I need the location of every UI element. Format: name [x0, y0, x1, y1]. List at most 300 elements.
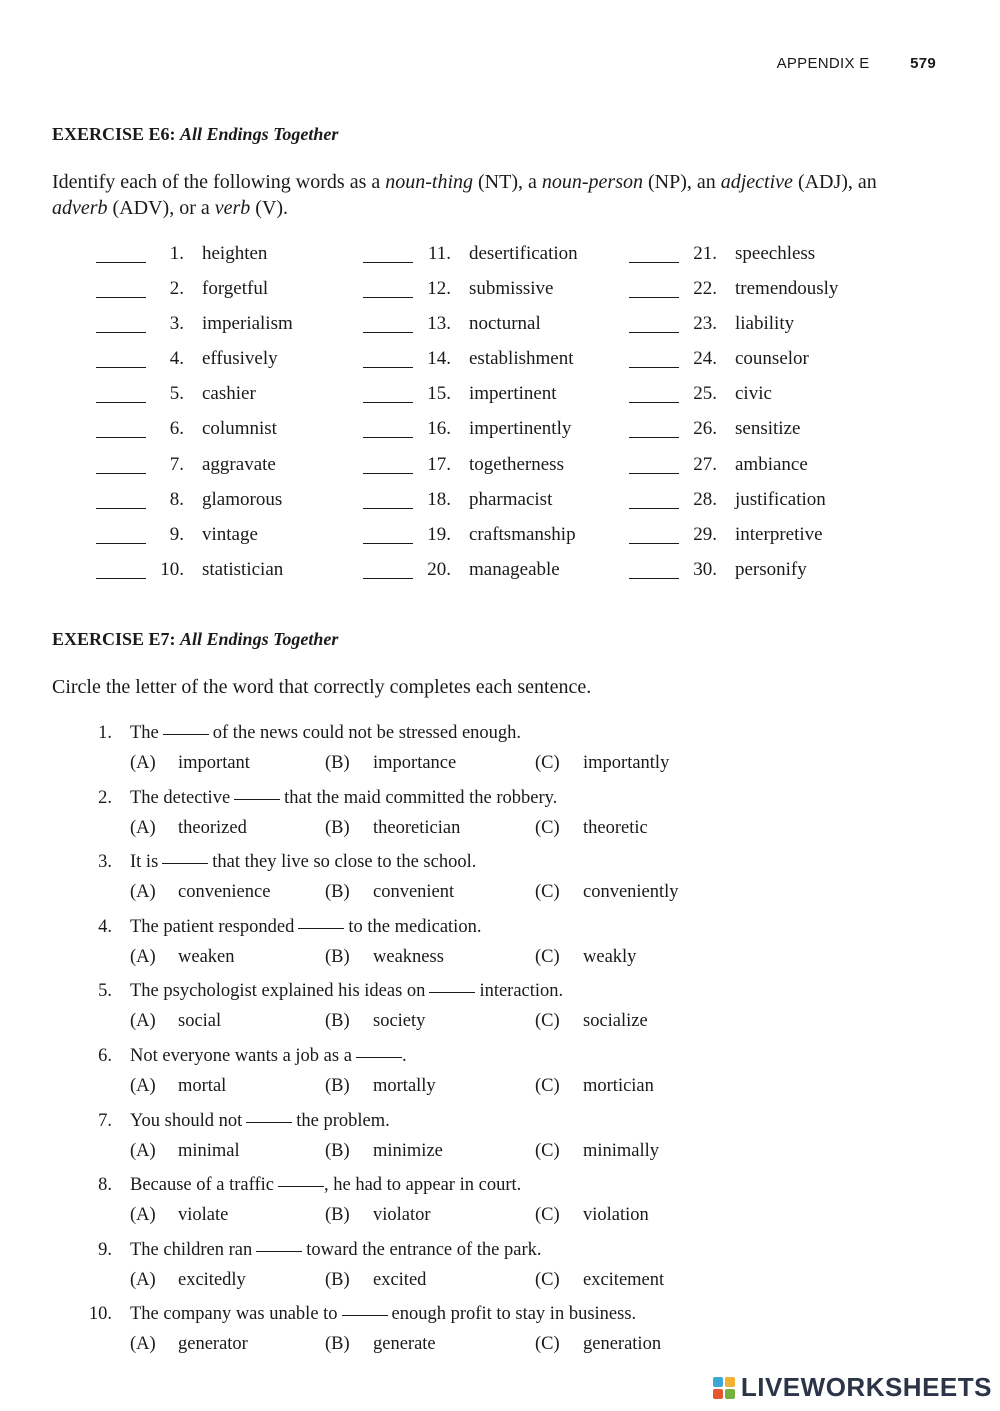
logo-square	[713, 1389, 723, 1399]
word-item	[363, 310, 623, 345]
option-letter: (B)	[325, 817, 350, 838]
option-text: minimally	[583, 1140, 660, 1161]
option-c[interactable]	[535, 818, 648, 839]
option-text: minimize	[373, 1140, 443, 1161]
instr-text: (NT), a	[473, 171, 542, 193]
item-word: glamorous	[202, 488, 283, 510]
stem-text-after: that they live so close to the school.	[212, 852, 477, 873]
sentence-blank	[163, 734, 209, 735]
stem-text-after: enough profit to stay in business.	[391, 1304, 637, 1325]
item-word: vintage	[202, 523, 258, 545]
question-number: 9.	[98, 1239, 112, 1260]
word-item	[96, 310, 356, 345]
option-a[interactable]	[130, 947, 235, 968]
answer-blank[interactable]	[629, 578, 679, 579]
option-b[interactable]	[325, 818, 460, 839]
option-text: importantly	[583, 753, 670, 773]
item-number: 29.	[693, 523, 717, 545]
option-text: minimal	[178, 1140, 240, 1161]
logo-square	[713, 1377, 723, 1387]
option-text: excitedly	[178, 1269, 246, 1290]
word-item	[363, 521, 623, 556]
item-word: counselor	[735, 348, 809, 370]
item-word: interpretive	[735, 523, 823, 545]
word-item	[629, 451, 889, 486]
option-a[interactable]	[130, 1141, 240, 1162]
option-b[interactable]	[325, 947, 444, 968]
item-word: sensitize	[735, 418, 801, 440]
exercise-e6-instructions	[52, 169, 912, 221]
item-word: impertinent	[469, 383, 557, 405]
sentence-blank	[356, 1057, 402, 1058]
answer-blank[interactable]	[363, 473, 413, 474]
option-a[interactable]	[130, 1334, 248, 1355]
item-number: 24.	[693, 348, 717, 370]
option-text: mortal	[178, 1075, 227, 1096]
stem-text-after: to the medication.	[348, 916, 482, 937]
option-text: weakly	[583, 946, 637, 967]
logo-mark-icon	[713, 1377, 735, 1399]
word-item	[96, 275, 356, 310]
option-text: violator	[373, 1205, 431, 1226]
question-number: 7.	[98, 1110, 112, 1131]
instr-term-adjective: adjective	[720, 171, 793, 193]
option-letter: (B)	[325, 753, 350, 773]
item-number: 22.	[693, 278, 717, 300]
word-item	[96, 240, 356, 275]
exercise-e7-title	[52, 629, 338, 650]
option-text: generation	[583, 1334, 662, 1355]
item-number: 4.	[169, 348, 184, 370]
item-number: 12.	[427, 278, 451, 300]
sentence-blank	[234, 799, 280, 800]
liveworksheets-logo	[713, 1372, 992, 1403]
multiple-choice-list	[86, 720, 786, 1366]
sentence-blank	[278, 1186, 324, 1187]
word-item	[96, 451, 356, 486]
option-text: excited	[373, 1269, 427, 1290]
answer-blank[interactable]	[96, 367, 146, 368]
stem-text-after: , he had to appear in court.	[323, 1175, 522, 1196]
option-a[interactable]	[130, 753, 250, 774]
question	[86, 978, 786, 1043]
option-letter: (B)	[325, 946, 350, 967]
option-c[interactable]	[535, 1270, 664, 1291]
word-column-1	[96, 240, 356, 591]
option-letter: (A)	[130, 1269, 156, 1290]
question-stem	[130, 1175, 521, 1196]
option-text: weaken	[178, 946, 235, 967]
option-letter: (C)	[535, 1334, 560, 1355]
option-c[interactable]	[535, 1141, 659, 1162]
answer-blank[interactable]	[363, 437, 413, 438]
option-c[interactable]	[535, 1011, 648, 1032]
item-word: manageable	[469, 558, 560, 580]
answer-blank[interactable]	[363, 332, 413, 333]
word-item	[629, 240, 889, 275]
option-text: society	[373, 1011, 426, 1032]
word-item	[629, 345, 889, 380]
option-letter: (B)	[325, 1334, 350, 1355]
instr-text: (ADV), or a	[107, 197, 215, 219]
answer-blank[interactable]	[363, 508, 413, 509]
item-number: 9.	[169, 523, 184, 545]
sentence-blank	[256, 1251, 302, 1252]
item-number: 19.	[427, 523, 451, 545]
option-c[interactable]	[535, 1205, 649, 1226]
option-c[interactable]	[535, 947, 636, 968]
item-number: 23.	[693, 313, 717, 335]
word-column-2	[363, 240, 623, 591]
exercise-e7-instructions: Circle the letter of the word that correctly completes each sentence.	[52, 676, 592, 698]
item-word: justification	[735, 488, 826, 510]
word-item	[363, 486, 623, 521]
exercise-e6-subtitle: All Endings Together	[180, 124, 339, 144]
option-letter: (B)	[325, 1140, 350, 1161]
item-number: 16.	[427, 418, 451, 440]
stem-text-after: that the maid committed the robbery.	[284, 787, 558, 808]
answer-blank[interactable]	[629, 402, 679, 403]
option-letter: (C)	[535, 1269, 560, 1290]
item-word: desertification	[469, 243, 578, 264]
option-text: generate	[373, 1334, 436, 1355]
answer-blank[interactable]	[96, 508, 146, 509]
instr-text: (NP), an	[642, 171, 721, 193]
option-a[interactable]	[130, 818, 247, 839]
option-b[interactable]	[325, 1076, 436, 1097]
word-item	[363, 275, 623, 310]
option-text: social	[178, 1011, 222, 1032]
stem-text-after: toward the entrance of the park.	[306, 1239, 542, 1260]
item-word: togetherness	[469, 453, 564, 475]
answer-blank[interactable]	[629, 473, 679, 474]
option-text: theorized	[178, 817, 247, 838]
word-item	[629, 486, 889, 521]
option-text: weakness	[373, 946, 444, 967]
item-word: speechless	[735, 243, 816, 264]
option-text: important	[178, 753, 250, 773]
option-letter: (B)	[325, 882, 350, 903]
item-word: nocturnal	[469, 313, 541, 335]
item-word: aggravate	[202, 453, 276, 475]
item-word: civic	[735, 383, 772, 405]
item-number: 14.	[427, 348, 451, 370]
sentence-blank	[342, 1315, 388, 1316]
answer-blank[interactable]	[96, 578, 146, 579]
question	[86, 914, 786, 979]
option-letter: (C)	[535, 817, 560, 838]
item-number: 27.	[693, 453, 717, 475]
answer-blank[interactable]	[96, 262, 146, 263]
option-letter: (C)	[535, 882, 560, 903]
sentence-blank	[298, 928, 344, 929]
question	[86, 849, 786, 914]
instr-term-adverb: adverb	[52, 197, 108, 219]
option-letter: (C)	[535, 946, 560, 967]
question	[86, 1237, 786, 1302]
option-letter: (B)	[325, 1075, 350, 1096]
item-number: 10.	[160, 558, 184, 580]
word-item	[363, 415, 623, 450]
option-letter: (B)	[325, 1011, 350, 1032]
stem-text-after: .	[401, 1045, 407, 1066]
option-text: theoretic	[583, 817, 648, 838]
instr-text: Identify each of the following words as a	[52, 171, 386, 193]
answer-blank[interactable]	[363, 262, 413, 263]
answer-blank[interactable]	[96, 402, 146, 403]
question	[86, 1301, 786, 1366]
option-letter: (A)	[130, 1011, 156, 1032]
instr-text: (V).	[250, 197, 289, 219]
stem-text-before: It is	[130, 852, 159, 873]
item-number: 1.	[169, 243, 184, 264]
stem-text-before: Not everyone wants a job as a	[130, 1045, 352, 1066]
option-text: generator	[178, 1334, 248, 1355]
option-text: violation	[583, 1205, 649, 1226]
question	[86, 1108, 786, 1173]
answer-blank[interactable]	[363, 578, 413, 579]
item-word: columnist	[202, 418, 277, 440]
item-number: 6.	[169, 418, 184, 440]
option-b[interactable]	[325, 1270, 426, 1291]
instr-term-noun-thing: noun-thing	[385, 171, 474, 193]
option-text: mortician	[583, 1075, 654, 1096]
option-letter: (B)	[325, 1205, 350, 1226]
item-word: forgetful	[202, 278, 269, 300]
option-text: conveniently	[583, 882, 679, 903]
instr-term-noun-person: noun-person	[541, 171, 643, 193]
option-text: importance	[373, 753, 457, 773]
word-item	[363, 556, 623, 591]
exercise-e6-label: EXERCISE E6:	[52, 124, 176, 144]
question-stem	[130, 788, 557, 809]
item-number: 11.	[427, 243, 451, 264]
option-a[interactable]	[130, 1011, 221, 1032]
question-stem	[130, 1240, 542, 1261]
stem-text-after: interaction.	[479, 981, 564, 1002]
option-letter: (A)	[130, 753, 156, 773]
option-b[interactable]	[325, 753, 456, 774]
stem-text-before: The detective	[130, 787, 231, 808]
stem-text-before: The	[130, 723, 159, 743]
answer-blank[interactable]	[363, 543, 413, 544]
option-text: socialize	[583, 1011, 648, 1032]
item-word: tremendously	[735, 278, 839, 300]
option-letter: (A)	[130, 946, 156, 967]
option-letter: (C)	[535, 1011, 560, 1032]
word-item	[629, 415, 889, 450]
item-word: personify	[735, 558, 807, 580]
question-stem	[130, 917, 481, 938]
sentence-blank	[162, 863, 208, 864]
word-column-3	[629, 240, 889, 591]
option-b[interactable]	[325, 1205, 431, 1226]
option-text: excitement	[583, 1269, 665, 1290]
question-number: 10.	[88, 1304, 112, 1325]
question-number: 3.	[98, 852, 112, 873]
option-c[interactable]	[535, 753, 669, 774]
word-item	[96, 380, 356, 415]
option-a[interactable]	[130, 882, 270, 903]
answer-blank[interactable]	[629, 367, 679, 368]
answer-blank[interactable]	[629, 508, 679, 509]
item-word: heighten	[202, 243, 268, 264]
question-number: 6.	[98, 1045, 112, 1066]
option-c[interactable]	[535, 882, 679, 903]
logo-text: LIVEWORKSHEETS	[740, 1372, 992, 1402]
option-a[interactable]	[130, 1076, 226, 1097]
exercise-e7-label: EXERCISE E7:	[52, 629, 176, 649]
answer-blank[interactable]	[96, 297, 146, 298]
item-word: ambiance	[735, 453, 808, 475]
stem-text-before: The psychologist explained his ideas on	[130, 981, 426, 1002]
item-word: liability	[735, 313, 795, 335]
option-b[interactable]	[325, 882, 454, 903]
option-b[interactable]	[325, 1011, 425, 1032]
answer-blank[interactable]	[629, 332, 679, 333]
item-number: 28.	[693, 488, 717, 510]
option-letter: (A)	[130, 882, 156, 903]
instr-term-verb: verb	[214, 197, 251, 219]
item-word: effusively	[202, 348, 278, 370]
option-a[interactable]	[130, 1205, 228, 1226]
exercise-e6-title	[52, 124, 338, 145]
word-item	[96, 556, 356, 591]
answer-blank[interactable]	[629, 437, 679, 438]
answer-blank[interactable]	[96, 543, 146, 544]
question-stem	[130, 723, 521, 744]
question-number: 1.	[98, 723, 112, 743]
logo-square	[725, 1389, 735, 1399]
logo-square	[725, 1377, 735, 1387]
word-item	[363, 380, 623, 415]
item-word: pharmacist	[469, 488, 553, 510]
stem-text-after: of the news could not be stressed enough.	[212, 723, 522, 743]
item-word: establishment	[469, 348, 574, 370]
question-number: 5.	[98, 981, 112, 1002]
item-number: 20.	[427, 558, 451, 580]
answer-blank[interactable]	[96, 473, 146, 474]
running-header	[777, 55, 936, 72]
sentence-blank	[429, 992, 475, 993]
option-letter: (A)	[130, 817, 156, 838]
question	[86, 1172, 786, 1237]
page-number: 579	[910, 55, 936, 72]
option-letter: (A)	[130, 1205, 156, 1226]
sentence-blank	[246, 1122, 292, 1123]
word-item	[629, 521, 889, 556]
option-letter: (C)	[535, 753, 560, 773]
item-number: 7.	[169, 453, 184, 475]
option-text: convenience	[178, 882, 271, 903]
item-word: cashier	[202, 383, 256, 405]
question	[86, 720, 786, 785]
item-number: 21.	[693, 243, 717, 264]
word-item	[629, 380, 889, 415]
question-stem	[130, 1046, 407, 1067]
answer-blank[interactable]	[629, 543, 679, 544]
stem-text-before: The company was unable to	[130, 1304, 338, 1325]
question-stem	[130, 1111, 390, 1132]
option-letter: (A)	[130, 1140, 156, 1161]
stem-text-before: You should not	[130, 1110, 243, 1131]
option-letter: (C)	[535, 1140, 560, 1161]
option-letter: (B)	[325, 1269, 350, 1290]
word-item	[629, 310, 889, 345]
option-letter: (A)	[130, 1075, 156, 1096]
item-word: submissive	[469, 278, 554, 300]
question-stem	[130, 852, 476, 873]
word-item	[363, 240, 623, 275]
stem-text-before: The children ran	[130, 1239, 253, 1260]
item-number: 3.	[169, 313, 184, 335]
option-a[interactable]	[130, 1270, 246, 1291]
word-item	[629, 556, 889, 591]
appendix-label: APPENDIX E	[776, 55, 870, 72]
option-b[interactable]	[325, 1334, 436, 1355]
item-word: craftsmanship	[469, 523, 576, 545]
option-b[interactable]	[325, 1141, 443, 1162]
word-item	[363, 451, 623, 486]
option-text: violate	[178, 1205, 229, 1226]
question-stem	[130, 981, 563, 1002]
word-item	[96, 345, 356, 380]
item-number: 18.	[427, 488, 451, 510]
answer-blank[interactable]	[363, 367, 413, 368]
item-number: 8.	[169, 488, 184, 510]
instr-text: (ADJ), an	[792, 171, 877, 193]
word-item	[96, 521, 356, 556]
answer-blank[interactable]	[629, 297, 679, 298]
item-number: 15.	[427, 383, 451, 405]
answer-blank[interactable]	[96, 332, 146, 333]
word-item	[96, 486, 356, 521]
item-word: statistician	[202, 558, 284, 580]
answer-blank[interactable]	[363, 402, 413, 403]
stem-text-before: Because of a traffic	[130, 1175, 274, 1196]
item-word: impertinently	[469, 418, 572, 440]
exercise-e7-subtitle: All Endings Together	[180, 629, 339, 649]
word-item	[363, 345, 623, 380]
option-letter: (C)	[535, 1205, 560, 1226]
option-letter: (A)	[130, 1334, 156, 1355]
answer-blank[interactable]	[96, 437, 146, 438]
item-number: 26.	[693, 418, 717, 440]
stem-text-before: The patient responded	[130, 916, 295, 937]
question-stem	[130, 1304, 636, 1325]
option-letter: (C)	[535, 1075, 560, 1096]
item-number: 17.	[427, 453, 451, 475]
word-item	[96, 415, 356, 450]
question-number: 2.	[98, 787, 112, 808]
question-number: 8.	[98, 1175, 112, 1196]
stem-text-after: the problem.	[296, 1110, 390, 1131]
item-number: 30.	[693, 558, 717, 580]
item-number: 25.	[693, 383, 717, 405]
item-number: 2.	[169, 278, 184, 300]
word-item	[629, 275, 889, 310]
item-number: 5.	[169, 383, 184, 405]
option-text: mortally	[373, 1075, 436, 1096]
option-c[interactable]	[535, 1334, 661, 1355]
answer-blank[interactable]	[363, 297, 413, 298]
answer-blank[interactable]	[629, 262, 679, 263]
question-number: 4.	[98, 916, 112, 937]
question	[86, 1043, 786, 1108]
option-c[interactable]	[535, 1076, 654, 1097]
item-word: imperialism	[202, 313, 293, 335]
word-classification-grid	[96, 240, 896, 590]
